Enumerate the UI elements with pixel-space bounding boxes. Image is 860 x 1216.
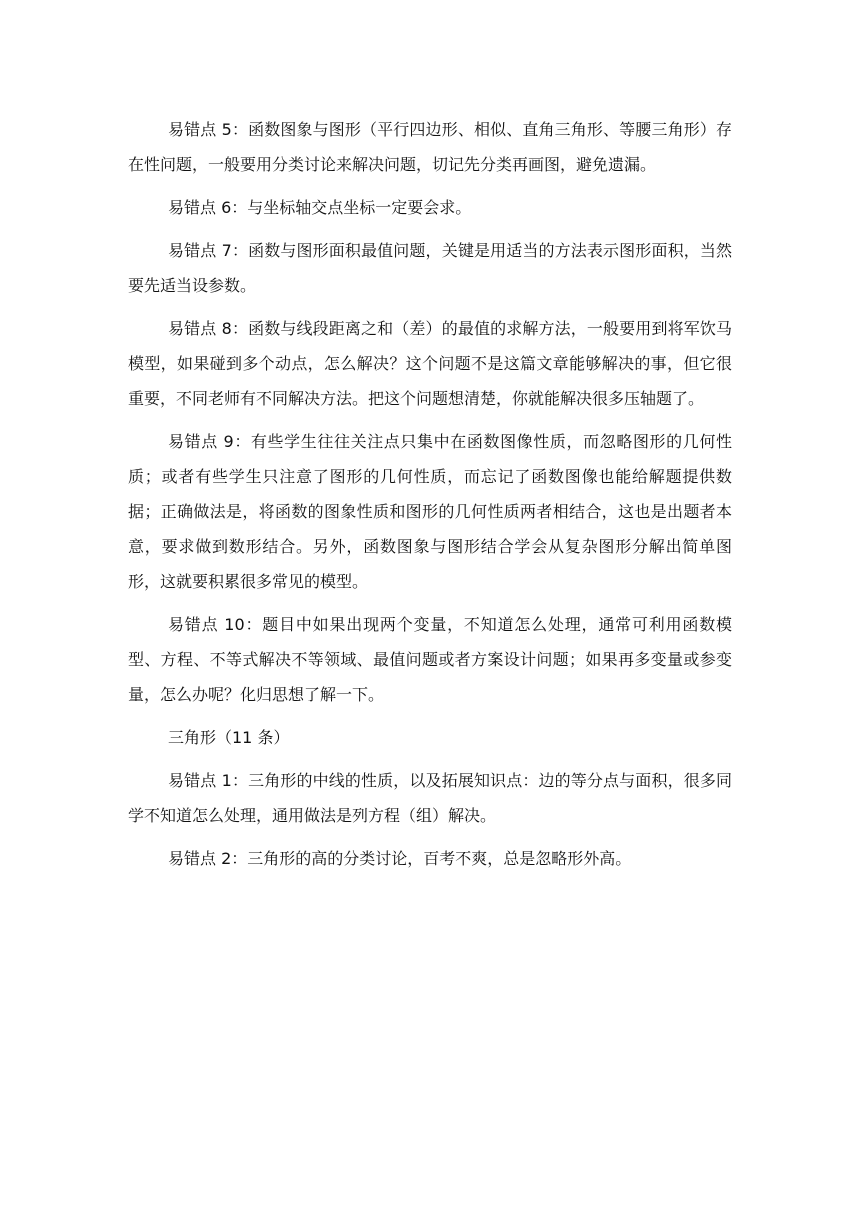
document-body: [128, 112, 732, 884]
paragraph-triangle-error-point-1: 易错点 1：三角形的中线的性质，以及拓展知识点：边的等分点与面积，很多同学不知道怎么处理，通用做法是列方程（组）解决。: [128, 771, 732, 825]
section-heading-triangle: 三角形（11 条）: [168, 728, 290, 747]
paragraph-error-point-6: 易错点 6：与坐标轴交点坐标一定要会求。: [168, 198, 472, 217]
paragraph-error-point-9: 易错点 9：有些学生往往关注点只集中在函数图像性质，而忽略图形的几何性质；或者有些学生只注意了图形的几何性质，而忘记了函数图像也能给解题提供数据；正确做法是，将函数的图象性质和图形的几何性质两者相结合，这也是出题者本意，要求做到数形结合。另外，函数图象与图形结合学会从复杂图形分解出简单图形，这就要积累很多常见的模型。: [128, 432, 732, 591]
paragraph-triangle-error-point-2: 易错点 2：三角形的高的分类讨论，百考不爽，总是忽略形外高。: [168, 849, 632, 868]
paragraph-error-point-8: 易错点 8：函数与线段距离之和（差）的最值的求解方法，一般要用到将军饮马模型，如果碰到多个动点，怎么解决？这个问题不是这篇文章能够解决的事，但它很重要，不同老师有不同解决方法。把这个问题想清楚，你就能解决很多压轴题了。: [128, 319, 732, 408]
paragraph-error-point-5: 易错点 5：函数图象与图形（平行四边形、相似、直角三角形、等腰三角形）存在性问题，一般要用分类讨论来解决问题，切记先分类再画图，避免遗漏。: [128, 120, 732, 174]
paragraph-error-point-10: 易错点 10：题目中如果出现两个变量，不知道怎么处理，通常可利用函数模型、方程、不等式解决不等领域、最值问题或者方案设计问题；如果再多变量或参变量，怎么办呢？化归思想了解一下。: [128, 615, 732, 704]
paragraph-error-point-7: 易错点 7：函数与图形面积最值问题，关键是用适当的方法表示图形面积，当然要先适当设参数。: [128, 241, 732, 295]
